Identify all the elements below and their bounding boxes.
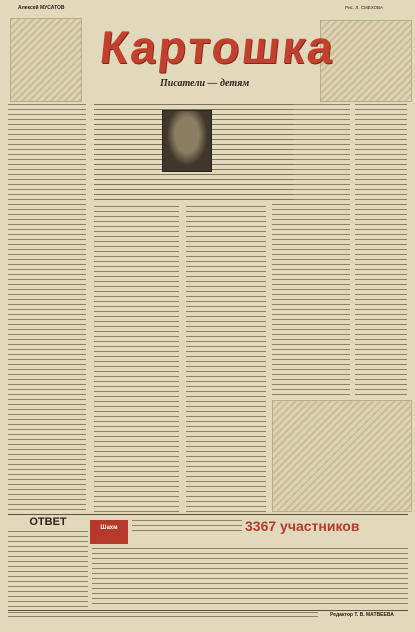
editor-credit: Редактор Т. В. МАТВЕЕВА bbox=[330, 612, 394, 618]
bottom-divider bbox=[8, 514, 408, 515]
answer-text bbox=[8, 531, 88, 611]
text-column-5 bbox=[355, 104, 407, 396]
story-illustration bbox=[272, 400, 412, 512]
chess-heading bbox=[132, 520, 242, 534]
header-illustration-left bbox=[10, 18, 82, 102]
answer-box bbox=[8, 516, 88, 611]
story-author: Алексей МУСАТОВ bbox=[18, 5, 65, 11]
text-column-2 bbox=[94, 206, 179, 514]
chess-results-table bbox=[92, 548, 408, 608]
illustrator-credit: Рис. Л. СМЕХОВА bbox=[345, 5, 383, 10]
printing-info bbox=[8, 612, 318, 618]
text-column-3 bbox=[186, 206, 266, 514]
chess-participants: 3367 участников bbox=[245, 518, 360, 534]
text-column-1 bbox=[8, 104, 86, 514]
story-title: Картошка bbox=[97, 21, 338, 73]
answer-title: ОТВЕТ bbox=[29, 516, 67, 528]
chess-logo: Шахм bbox=[90, 520, 128, 544]
footer-divider bbox=[8, 610, 408, 611]
story-subtitle: Писатели — детям bbox=[160, 78, 250, 89]
author-portrait bbox=[162, 110, 212, 172]
